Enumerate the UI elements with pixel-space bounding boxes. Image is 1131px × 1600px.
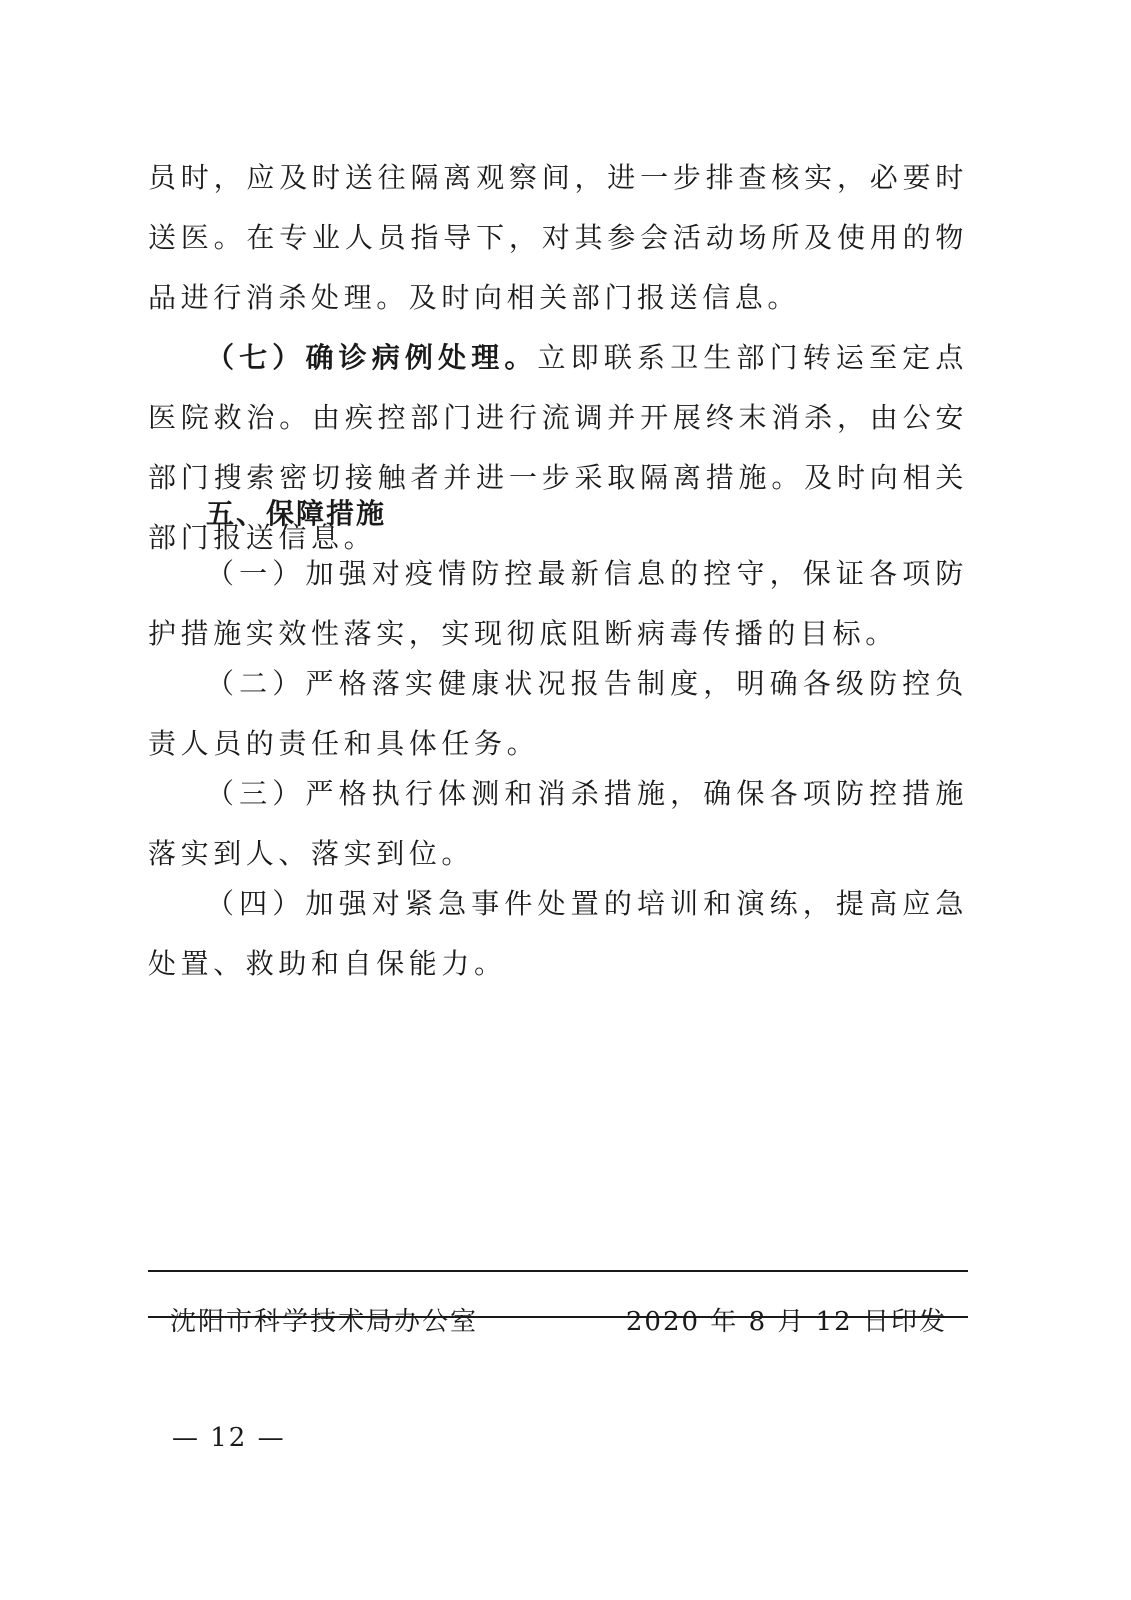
- section-heading: 五、保障措施: [206, 497, 387, 530]
- page-number: — 12 —: [172, 1423, 286, 1453]
- paragraph-item-4: [148, 874, 968, 994]
- issuer-name: 沈阳市科学技术局办公室: [170, 1307, 479, 1337]
- paragraph-item-3: [148, 764, 968, 884]
- paragraph-text: （二）严格落实健康状况报告制度，明确各级防控负责人员的责任和具体任务。: [148, 667, 968, 760]
- issue-date: 2020 年 8 月 12 日印发: [625, 1307, 947, 1337]
- paragraph-text: （一）加强对疫情防控最新信息的控守，保证各项防护措施实效性落实，实现彻底阻断病毒传播的目标。: [148, 557, 968, 650]
- footer-top-rule: [148, 1270, 968, 1272]
- section-item-title: （七）确诊病例处理。: [206, 341, 538, 374]
- paragraph-item-1: [148, 544, 968, 664]
- paragraph-text: 员时，应及时送往隔离观察间，进一步排查核实，必要时送医。在专业人员指导下，对其参会活动场所及使用的物品进行消杀处理。及时向相关部门报送信息。: [148, 161, 968, 314]
- paragraph-text: （四）加强对紧急事件处置的培训和演练，提高应急处置、救助和自保能力。: [148, 887, 968, 980]
- paragraph-text: 立即联系卫生部门转运至定点医院救治。由疾控部门进行流调并开展终末消杀，由公安部门搜索密切接触者并进一步采取隔离措施。及时向相关部门报送信息。: [148, 341, 968, 554]
- paragraph-continued: [148, 148, 968, 328]
- paragraph-text: （三）严格执行体测和消杀措施，确保各项防控措施落实到人、落实到位。: [148, 777, 968, 870]
- footer-bottom-rule: [148, 1316, 968, 1318]
- paragraph-item-2: [148, 654, 968, 774]
